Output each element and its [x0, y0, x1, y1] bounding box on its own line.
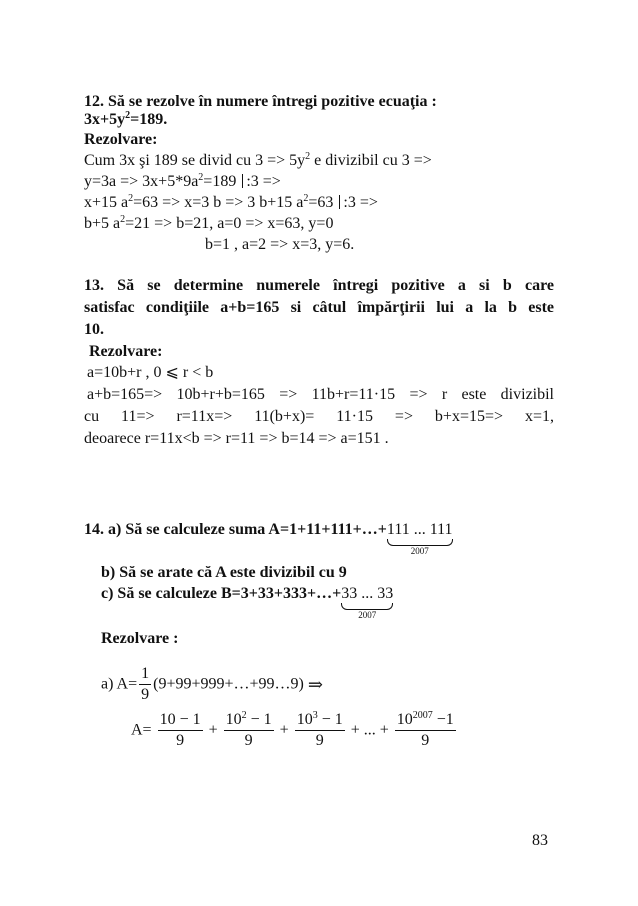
- problem-12-rezolvare: Rezolvare:: [84, 131, 158, 148]
- problem-13-line-3: cu 11=> r=11x=> 11(b+x)= 11·15 => b+x=15=> x=1,: [84, 408, 554, 425]
- problem-14-solution-a: a) A= $\frac{1}{9}$ (9+99+999+…+99…9) ⇒: [101, 665, 323, 703]
- fraction-3: $\frac{10^3 - 1}{9}$: [296, 710, 343, 749]
- problem-12-line-1: Cum 3x şi 189 se divid cu $3 => 5y^2$ e divizibil cu 3 =>: [84, 151, 432, 169]
- problem-13-rezolvare: Rezolvare:: [89, 343, 163, 360]
- problem-14-part-b: b) Să se arate că A este divizibil cu 9: [101, 564, 347, 581]
- problem-12-line-4: b+5 $a^2=21 => b=21$, a=0 => x=63, y=0: [84, 214, 334, 232]
- problem-14-part-c: c) Să se calculeze B=3+33+333+…+33 ... 33 2007: [101, 585, 394, 620]
- problem-13-line-1: a=10b+r , 0 ⩽ r < b: [87, 364, 214, 381]
- problem-12-line-2: $y=3a => 3x+5*9a^2=189$ :3 =>: [84, 172, 281, 190]
- problem-13-line-2: a+b=165=> 10b+r+b=165 => 11b+r=11·15 => r este divizibil: [87, 386, 554, 403]
- problem-13-title-2: satisfac condiţiile a+b=165 si câtul împărţirii lui a la b este: [84, 299, 554, 316]
- underbrace-111: 111 ... 111 2007: [386, 521, 453, 556]
- problem-13-title-3: 10.: [84, 321, 104, 338]
- problem-13-line-4: deoarece r=11x<b => r=11 => b=14 => a=151 .: [84, 430, 389, 447]
- problem-14-sum-expression: A= $\frac{10 - 1}{9}$ + $\frac{10^2 - 1}{9}$ + $\frac{10^3 - 1}{9}$ + ... + $\frac{10^{2007} -1}{9}$: [131, 710, 454, 749]
- problem-12-line-3: x+15 $a^2=63 => x=3$ b => 3 b+15 $a^2=63$ :3 =>: [84, 193, 378, 211]
- problem-12-equation: $3x+5y^2=189$.: [84, 110, 168, 128]
- page-number: 83: [532, 832, 548, 849]
- problem-13-title-1: 13. Să se determine numerele întregi pozitive a si b care: [84, 277, 554, 294]
- fraction-1: $\frac{10 - 1}{9}$: [159, 711, 201, 749]
- problem-12-title: 12. Să se rezolve în numere întregi pozitive ecuaţia :: [84, 93, 437, 110]
- underbrace-33: 33 ... 33 2007: [341, 585, 394, 620]
- problem-12-line-5: b=1 , a=2 => x=3, y=6.: [205, 236, 355, 253]
- problem-14-rezolvare: Rezolvare :: [101, 630, 179, 647]
- problem-14-part-a: 14. a) Să se calculeze suma A=1+11+111+…+111 ... 111 2007: [84, 521, 453, 556]
- fraction-2: $\frac{10^2 - 1}{9}$: [225, 710, 272, 749]
- fraction-one-ninth: $\frac{1}{9}$: [141, 665, 150, 703]
- fraction-4: $\frac{10^{2007} -1}{9}$: [396, 710, 454, 749]
